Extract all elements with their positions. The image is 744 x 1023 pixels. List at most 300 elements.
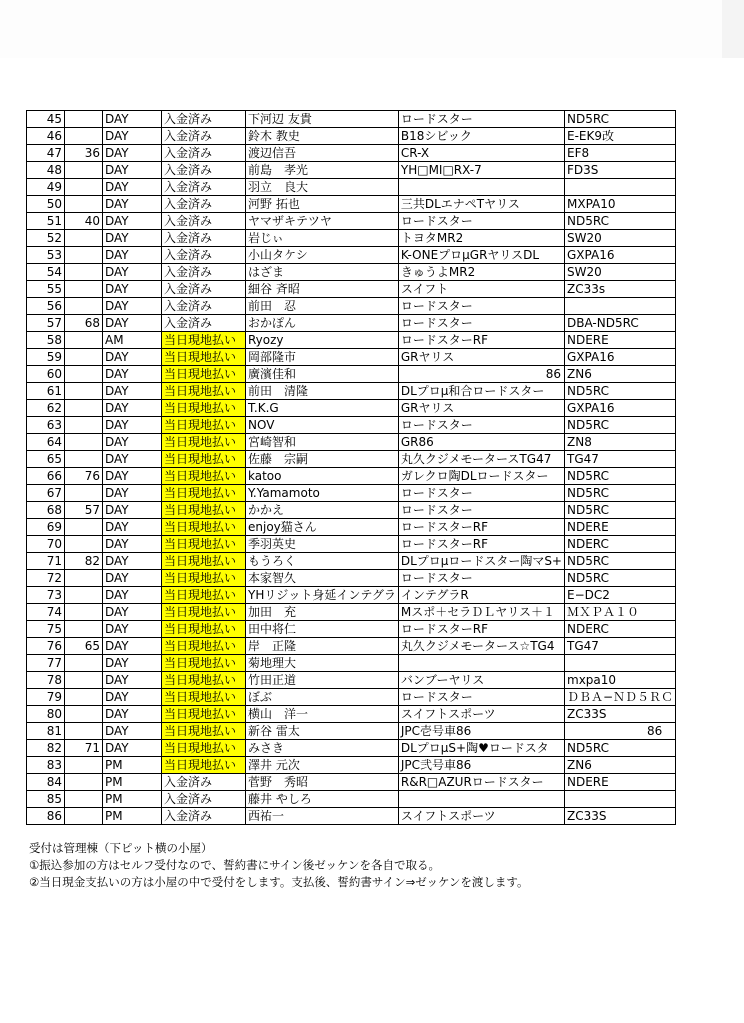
payment-status-cell: 入金済み	[162, 213, 246, 230]
session-cell: DAY	[103, 366, 162, 383]
model-code-cell: NDERE	[565, 332, 676, 349]
session-cell: PM	[103, 808, 162, 825]
session-cell: DAY	[103, 162, 162, 179]
model-code-cell: ND5RC	[565, 383, 676, 400]
car-name-cell: R&R□AZURロードスター	[398, 774, 564, 791]
session-cell: DAY	[103, 315, 162, 332]
table-row	[27, 298, 676, 315]
table-row	[27, 519, 676, 536]
entry-number-cell: 61	[27, 383, 65, 400]
table-row	[27, 672, 676, 689]
car-number-cell	[65, 366, 103, 383]
driver-name-cell: 岸 正隆	[246, 638, 399, 655]
model-code-cell: NDERE	[565, 774, 676, 791]
payment-status-cell: 入金済み	[162, 145, 246, 162]
payment-status-cell: 当日現地払い	[162, 485, 246, 502]
session-cell: DAY	[103, 400, 162, 417]
car-number-cell: 40	[65, 213, 103, 230]
model-code-cell: NDERE	[565, 519, 676, 536]
payment-status-cell: 当日現地払い	[162, 451, 246, 468]
session-cell: AM	[103, 332, 162, 349]
driver-name-cell: 宮崎智和	[246, 434, 399, 451]
model-code-cell: ZN6	[565, 366, 676, 383]
driver-name-cell: 小山タケシ	[246, 247, 399, 264]
session-cell: DAY	[103, 451, 162, 468]
model-code-cell	[565, 655, 676, 672]
session-cell: DAY	[103, 621, 162, 638]
model-code-cell: TG47	[565, 638, 676, 655]
session-cell: DAY	[103, 655, 162, 672]
model-code-cell: ＭＸＰＡ１０	[565, 604, 676, 621]
entry-number-cell: 51	[27, 213, 65, 230]
entry-number-cell: 69	[27, 519, 65, 536]
table-row	[27, 162, 676, 179]
driver-name-cell: 細谷 斉昭	[246, 281, 399, 298]
car-number-cell: 76	[65, 468, 103, 485]
car-name-cell: CR-X	[398, 145, 564, 162]
payment-status-cell: 当日現地払い	[162, 468, 246, 485]
car-number-cell	[65, 519, 103, 536]
car-name-cell: ガレクロ陶DLロードスター	[398, 468, 564, 485]
model-code-cell: ND5RC	[565, 502, 676, 519]
model-code-cell: ZC33S	[565, 706, 676, 723]
model-code-cell: ND5RC	[565, 485, 676, 502]
car-name-cell: ロードスターRF	[398, 519, 564, 536]
table-row	[27, 604, 676, 621]
car-name-cell: DLプロμロードスター陶マS+	[398, 553, 564, 570]
table-row	[27, 655, 676, 672]
driver-name-cell: 前島 孝光	[246, 162, 399, 179]
car-name-cell	[398, 791, 564, 808]
model-code-cell: ND5RC	[565, 111, 676, 128]
driver-name-cell: 下河辺 友貴	[246, 111, 399, 128]
table-row	[27, 179, 676, 196]
payment-status-cell: 入金済み	[162, 247, 246, 264]
model-code-cell: GXPA16	[565, 349, 676, 366]
session-cell: DAY	[103, 196, 162, 213]
session-cell: DAY	[103, 689, 162, 706]
table-row	[27, 111, 676, 128]
session-cell: DAY	[103, 434, 162, 451]
car-number-cell	[65, 706, 103, 723]
entry-number-cell: 67	[27, 485, 65, 502]
model-code-cell: ZC33s	[565, 281, 676, 298]
table-row	[27, 587, 676, 604]
payment-status-cell: 当日現地払い	[162, 757, 246, 774]
car-number-cell: 57	[65, 502, 103, 519]
table-row	[27, 332, 676, 349]
table-row	[27, 638, 676, 655]
entry-number-cell: 85	[27, 791, 65, 808]
session-cell: PM	[103, 774, 162, 791]
car-number-cell	[65, 672, 103, 689]
session-cell: DAY	[103, 536, 162, 553]
car-number-cell	[65, 604, 103, 621]
car-name-cell: Mスポ＋セラＤＬヤリス＋１	[398, 604, 564, 621]
model-code-cell: DBA-ND5RC	[565, 315, 676, 332]
session-cell: DAY	[103, 145, 162, 162]
car-number-cell	[65, 689, 103, 706]
session-cell: DAY	[103, 128, 162, 145]
entry-number-cell: 82	[27, 740, 65, 757]
driver-name-cell: 菅野 秀昭	[246, 774, 399, 791]
model-code-cell: GXPA16	[565, 400, 676, 417]
table-row	[27, 485, 676, 502]
session-cell: DAY	[103, 111, 162, 128]
session-cell: DAY	[103, 587, 162, 604]
entry-number-cell: 55	[27, 281, 65, 298]
driver-name-cell: みさき	[246, 740, 399, 757]
entry-number-cell: 68	[27, 502, 65, 519]
session-cell: DAY	[103, 604, 162, 621]
table-row	[27, 502, 676, 519]
entry-number-cell: 73	[27, 587, 65, 604]
driver-name-cell: enjoy猫さん	[246, 519, 399, 536]
payment-status-cell: 入金済み	[162, 264, 246, 281]
car-name-cell	[398, 179, 564, 196]
table-row	[27, 213, 676, 230]
car-name-cell: JPC弐号車86	[398, 757, 564, 774]
entry-number-cell: 77	[27, 655, 65, 672]
payment-status-cell: 当日現地払い	[162, 706, 246, 723]
session-cell: DAY	[103, 672, 162, 689]
car-number-cell	[65, 723, 103, 740]
car-number-cell	[65, 485, 103, 502]
payment-status-cell: 当日現地払い	[162, 689, 246, 706]
driver-name-cell: 鈴木 教史	[246, 128, 399, 145]
session-cell: DAY	[103, 349, 162, 366]
model-code-cell: NDERC	[565, 536, 676, 553]
driver-name-cell: 前田 忍	[246, 298, 399, 315]
session-cell: DAY	[103, 553, 162, 570]
session-cell: DAY	[103, 179, 162, 196]
payment-status-cell: 入金済み	[162, 808, 246, 825]
driver-name-cell: NOV	[246, 417, 399, 434]
model-code-cell: mxpa10	[565, 672, 676, 689]
driver-name-cell: 竹田正道	[246, 672, 399, 689]
car-number-cell	[65, 757, 103, 774]
model-code-cell: ZN8	[565, 434, 676, 451]
session-cell: DAY	[103, 468, 162, 485]
model-code-cell: SW20	[565, 264, 676, 281]
entry-number-cell: 62	[27, 400, 65, 417]
car-number-cell	[65, 587, 103, 604]
payment-status-cell: 当日現地払い	[162, 740, 246, 757]
table-row	[27, 757, 676, 774]
table-row	[27, 247, 676, 264]
session-cell: DAY	[103, 485, 162, 502]
car-name-cell	[398, 366, 564, 383]
table-row	[27, 689, 676, 706]
driver-name-cell: 藤井 やしろ	[246, 791, 399, 808]
payment-status-cell: 当日現地払い	[162, 587, 246, 604]
car-name-cell: バンブーヤリス	[398, 672, 564, 689]
car-number-cell	[65, 111, 103, 128]
entry-number-cell: 58	[27, 332, 65, 349]
driver-name-cell: 西祐一	[246, 808, 399, 825]
payment-status-cell: 入金済み	[162, 128, 246, 145]
table-row	[27, 774, 676, 791]
entry-table	[26, 110, 676, 825]
table-row	[27, 621, 676, 638]
entry-number-cell: 74	[27, 604, 65, 621]
driver-name-cell: おかぽん	[246, 315, 399, 332]
payment-status-cell: 入金済み	[162, 162, 246, 179]
driver-name-cell: 廣濱佳和	[246, 366, 399, 383]
entry-number-cell: 65	[27, 451, 65, 468]
car-number-cell	[65, 230, 103, 247]
car-name-cell: トヨタMR2	[398, 230, 564, 247]
model-code-cell: ＤＢＡ−ＮＤ５ＲＣ	[565, 689, 676, 706]
car-name-cell: スイフトスポーツ	[398, 706, 564, 723]
session-cell: DAY	[103, 281, 162, 298]
car-number-cell	[65, 128, 103, 145]
car-number-cell: 65	[65, 638, 103, 655]
table-row	[27, 145, 676, 162]
payment-status-cell: 入金済み	[162, 774, 246, 791]
model-code-cell: FD3S	[565, 162, 676, 179]
table-row	[27, 808, 676, 825]
entry-number-cell: 84	[27, 774, 65, 791]
table-row	[27, 417, 676, 434]
driver-name-cell: katoo	[246, 468, 399, 485]
driver-name-cell: 菊地理大	[246, 655, 399, 672]
table-row	[27, 740, 676, 757]
entry-number-cell: 81	[27, 723, 65, 740]
driver-name-cell: ヤマザキテツヤ	[246, 213, 399, 230]
car-number-cell	[65, 298, 103, 315]
session-cell: DAY	[103, 519, 162, 536]
payment-status-cell: 入金済み	[162, 179, 246, 196]
driver-name-cell: 横山 洋一	[246, 706, 399, 723]
entry-number-cell: 76	[27, 638, 65, 655]
car-number-cell	[65, 434, 103, 451]
car-name-cell: 丸久クジメモータースTG47	[398, 451, 564, 468]
payment-status-cell: 入金済み	[162, 298, 246, 315]
entry-number-cell: 79	[27, 689, 65, 706]
driver-name-cell: T.K.G	[246, 400, 399, 417]
model-code-cell: SW20	[565, 230, 676, 247]
payment-status-cell: 当日現地払い	[162, 638, 246, 655]
car-number-cell	[65, 621, 103, 638]
car-name-cell: GRヤリス	[398, 400, 564, 417]
car-name-cell: GRヤリス	[398, 349, 564, 366]
car-name-cell: ロードスターRF	[398, 332, 564, 349]
session-cell: DAY	[103, 740, 162, 757]
car-number-cell: 82	[65, 553, 103, 570]
session-cell: PM	[103, 757, 162, 774]
page-edge	[722, 0, 744, 58]
note-line-2: ①振込参加の方はセルフ受付なので、誓約書にサイン後ゼッケンを各自で取る。	[29, 858, 440, 872]
driver-name-cell: 本家智久	[246, 570, 399, 587]
model-code-cell: ND5RC	[565, 553, 676, 570]
driver-name-cell: 澤井 元次	[246, 757, 399, 774]
car-name-cell: 三共DLエナペTヤリス	[398, 196, 564, 213]
payment-status-cell: 入金済み	[162, 196, 246, 213]
table-row	[27, 315, 676, 332]
driver-name-cell: 季羽英史	[246, 536, 399, 553]
entry-number-cell: 86	[27, 808, 65, 825]
car-number-cell	[65, 451, 103, 468]
entry-number-cell: 45	[27, 111, 65, 128]
entry-table-body	[27, 111, 676, 825]
car-name-cell: B18シビック	[398, 128, 564, 145]
driver-name-cell: 新谷 雷太	[246, 723, 399, 740]
model-code-cell: TG47	[565, 451, 676, 468]
entry-number-cell: 78	[27, 672, 65, 689]
payment-status-cell: 当日現地払い	[162, 417, 246, 434]
table-row	[27, 553, 676, 570]
payment-status-cell: 当日現地払い	[162, 536, 246, 553]
entry-number-cell: 75	[27, 621, 65, 638]
table-row	[27, 706, 676, 723]
car-number-cell: 71	[65, 740, 103, 757]
session-cell: DAY	[103, 502, 162, 519]
entry-number-cell: 56	[27, 298, 65, 315]
entry-number-cell: 53	[27, 247, 65, 264]
driver-name-cell: もうろく	[246, 553, 399, 570]
table-row	[27, 128, 676, 145]
note-line-3: ②当日現金支払いの方は小屋の中で受付をします。支払後、誓約書サイン⇒ゼッケンを渡します。	[29, 875, 529, 889]
model-code-cell	[565, 298, 676, 315]
payment-status-cell: 当日現地払い	[162, 655, 246, 672]
session-cell: DAY	[103, 264, 162, 281]
payment-status-cell: 入金済み	[162, 111, 246, 128]
car-name-cell: YH□MI□RX-7	[398, 162, 564, 179]
session-cell: DAY	[103, 638, 162, 655]
entry-number-cell: 70	[27, 536, 65, 553]
session-cell: DAY	[103, 383, 162, 400]
entry-number-cell: 50	[27, 196, 65, 213]
entry-number-cell: 63	[27, 417, 65, 434]
table-row	[27, 536, 676, 553]
model-code-cell: NDERC	[565, 621, 676, 638]
driver-name-cell: 羽立 良大	[246, 179, 399, 196]
car-number-cell	[65, 247, 103, 264]
driver-name-cell: 岡部隆市	[246, 349, 399, 366]
car-name-cell: ロードスター	[398, 689, 564, 706]
session-cell: DAY	[103, 723, 162, 740]
entry-number-cell: 52	[27, 230, 65, 247]
payment-status-cell: 当日現地払い	[162, 502, 246, 519]
car-name-cell: JPC壱号車86	[398, 723, 564, 740]
payment-status-cell: 当日現地払い	[162, 604, 246, 621]
driver-name-cell: 田中将仁	[246, 621, 399, 638]
driver-name-cell: Y.Yamamoto	[246, 485, 399, 502]
payment-status-cell: 当日現地払い	[162, 621, 246, 638]
car-name-cell: ロードスター	[398, 213, 564, 230]
model-code-cell: EF8	[565, 145, 676, 162]
car-number-cell	[65, 332, 103, 349]
payment-status-cell: 当日現地払い	[162, 366, 246, 383]
driver-name-cell: ぼぶ	[246, 689, 399, 706]
entry-number-cell: 48	[27, 162, 65, 179]
table-row	[27, 791, 676, 808]
car-number-cell	[65, 400, 103, 417]
car-name-cell: GR86	[398, 434, 564, 451]
entry-number-cell: 71	[27, 553, 65, 570]
model-code-cell: ND5RC	[565, 213, 676, 230]
car-name-cell: ロードスター	[398, 315, 564, 332]
model-code-cell: ND5RC	[565, 740, 676, 757]
car-name-suffix: 86	[545, 367, 561, 381]
car-number-cell	[65, 655, 103, 672]
session-cell: DAY	[103, 706, 162, 723]
table-row	[27, 434, 676, 451]
car-number-cell: 36	[65, 145, 103, 162]
driver-name-cell: YHリジット身延インテグラ	[246, 587, 399, 604]
session-cell: DAY	[103, 570, 162, 587]
model-code-suffix: 86	[647, 724, 663, 738]
entry-number-cell: 72	[27, 570, 65, 587]
table-row	[27, 400, 676, 417]
entry-number-cell: 46	[27, 128, 65, 145]
session-cell: DAY	[103, 298, 162, 315]
entry-number-cell: 83	[27, 757, 65, 774]
car-number-cell	[65, 179, 103, 196]
car-name-cell: ロードスター	[398, 570, 564, 587]
payment-status-cell: 入金済み	[162, 281, 246, 298]
payment-status-cell: 入金済み	[162, 315, 246, 332]
table-row	[27, 468, 676, 485]
entry-number-cell: 57	[27, 315, 65, 332]
model-code-cell: E−DC2	[565, 587, 676, 604]
car-number-cell	[65, 196, 103, 213]
session-cell: DAY	[103, 230, 162, 247]
car-name-cell: ロードスター	[398, 298, 564, 315]
payment-status-cell: 当日現地払い	[162, 349, 246, 366]
model-code-cell	[565, 179, 676, 196]
car-name-cell: ロードスターRF	[398, 536, 564, 553]
model-code-cell: ND5RC	[565, 570, 676, 587]
entry-number-cell: 47	[27, 145, 65, 162]
car-name-cell: DLプロμ和合ロードスター	[398, 383, 564, 400]
model-code-cell: ND5RC	[565, 417, 676, 434]
car-name-cell: きゅうよMR2	[398, 264, 564, 281]
entry-number-cell: 59	[27, 349, 65, 366]
car-number-cell	[65, 791, 103, 808]
payment-status-cell: 入金済み	[162, 230, 246, 247]
car-number-cell	[65, 808, 103, 825]
car-number-cell	[65, 383, 103, 400]
driver-name-cell: 渡辺信吾	[246, 145, 399, 162]
table-row	[27, 264, 676, 281]
model-code-cell: ZC33S	[565, 808, 676, 825]
car-number-cell	[65, 774, 103, 791]
model-code-cell: GXPA16	[565, 247, 676, 264]
payment-status-cell: 当日現地払い	[162, 383, 246, 400]
table-row	[27, 366, 676, 383]
session-cell: PM	[103, 791, 162, 808]
car-name-cell: スイフトスポーツ	[398, 808, 564, 825]
payment-status-cell: 当日現地払い	[162, 570, 246, 587]
car-name-cell	[398, 655, 564, 672]
reception-notes	[29, 840, 529, 891]
model-code-cell	[565, 723, 676, 740]
car-name-cell: インテグラR	[398, 587, 564, 604]
model-code-cell: MXPA10	[565, 196, 676, 213]
car-number-cell	[65, 417, 103, 434]
driver-name-cell: かかえ	[246, 502, 399, 519]
driver-name-cell: 岩じぃ	[246, 230, 399, 247]
table-row	[27, 723, 676, 740]
table-row	[27, 230, 676, 247]
entry-number-cell: 64	[27, 434, 65, 451]
model-code-cell	[565, 791, 676, 808]
payment-status-cell: 当日現地払い	[162, 723, 246, 740]
entry-number-cell: 80	[27, 706, 65, 723]
car-name-cell: ロードスター	[398, 485, 564, 502]
